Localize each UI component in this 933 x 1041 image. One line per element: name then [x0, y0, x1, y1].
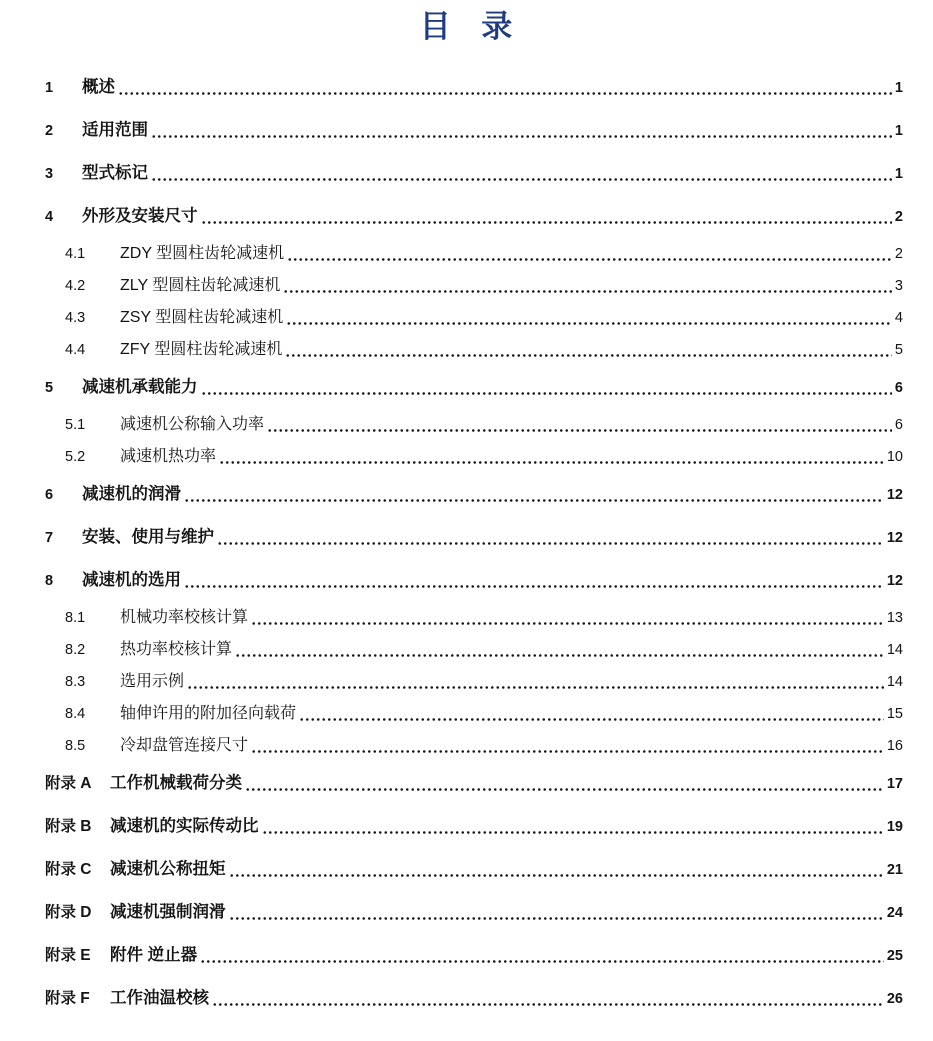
- toc-entry[interactable]: [45, 339, 903, 361]
- toc-entry-title: 机械功率校核计算: [120, 609, 249, 626]
- toc-entry-page: 26: [886, 991, 903, 1007]
- toc-entry-number: 2: [45, 123, 54, 139]
- toc-entry-number: 3: [45, 166, 54, 182]
- toc-entry[interactable]: [45, 987, 903, 1010]
- toc-entry-number: 8.4: [65, 706, 86, 722]
- toc-entry-number: 4: [45, 209, 54, 225]
- toc-page: [0, 8, 933, 1020]
- toc-entry-title: ZLY 型圆柱齿轮减速机: [120, 277, 281, 294]
- dot-leader: [200, 959, 884, 964]
- dot-leader: [245, 787, 884, 792]
- toc-entry-number: 8.5: [65, 738, 86, 754]
- toc-entry[interactable]: [45, 569, 903, 592]
- toc-entry[interactable]: [45, 76, 903, 99]
- dot-leader: [217, 541, 884, 546]
- toc-entry-number: 8.2: [65, 642, 86, 658]
- dot-leader: [286, 321, 892, 326]
- toc-entry-title: 轴伸许用的附加径向载荷: [120, 705, 297, 722]
- toc-entry-title: 减速机承载能力: [82, 378, 198, 396]
- toc-entry[interactable]: [45, 275, 903, 297]
- toc-entry-number: 7: [45, 530, 54, 546]
- toc-entry-number: 4.1: [65, 246, 86, 262]
- toc-entry-page: 4: [894, 310, 903, 326]
- toc-entry[interactable]: [45, 205, 903, 228]
- toc-entry-page: 21: [886, 862, 903, 878]
- toc-entry-title: 减速机公称扭矩: [110, 860, 226, 878]
- toc-entry-title: 减速机的实际传动比: [110, 817, 259, 835]
- toc-entry-title: ZDY 型圆柱齿轮减速机: [120, 245, 285, 262]
- toc-entry[interactable]: [45, 639, 903, 661]
- toc-entry-page: 12: [886, 530, 903, 546]
- toc-entry[interactable]: [45, 414, 903, 436]
- toc-entry[interactable]: [45, 901, 903, 924]
- dot-leader: [187, 685, 884, 690]
- toc-entry-number: 5: [45, 380, 54, 396]
- toc-entry-number: 附录 A: [45, 775, 92, 792]
- dot-leader: [251, 621, 884, 626]
- dot-leader: [201, 391, 892, 396]
- dot-leader: [229, 916, 884, 921]
- toc-entry-page: 1: [894, 123, 903, 139]
- toc-entry[interactable]: [45, 703, 903, 725]
- toc-entry-page: 2: [894, 209, 903, 225]
- dot-leader: [229, 873, 884, 878]
- toc-entry-page: 25: [886, 948, 903, 964]
- toc-entry-title: 减速机热功率: [120, 448, 217, 465]
- toc-entry-title: 工作油温校核: [110, 989, 209, 1007]
- toc-entry[interactable]: [45, 119, 903, 142]
- toc-entry-title: 外形及安装尺寸: [82, 207, 198, 225]
- toc-entry-page: 24: [886, 905, 903, 921]
- toc-entry-number: 8: [45, 573, 54, 589]
- toc-entry-number: 6: [45, 487, 54, 503]
- dot-leader: [299, 717, 884, 722]
- toc-entry-page: 1: [894, 166, 903, 182]
- toc-entry-title: 型式标记: [82, 164, 148, 182]
- toc-entry-title: 减速机强制润滑: [110, 903, 226, 921]
- toc-entry-title: 冷却盘管连接尺寸: [120, 737, 249, 754]
- toc-entry-number: 附录 B: [45, 818, 92, 835]
- toc-entry-title: 减速机的选用: [82, 571, 181, 589]
- toc-entry-title: 选用示例: [120, 673, 185, 690]
- toc-entry-page: 10: [886, 449, 903, 465]
- dot-leader: [285, 353, 892, 358]
- toc-entry-page: 13: [886, 610, 903, 626]
- toc-entry-title: 概述: [82, 78, 115, 96]
- toc-entry[interactable]: [45, 735, 903, 757]
- toc-entry-page: 3: [894, 278, 903, 294]
- toc-entry-number: 8.3: [65, 674, 86, 690]
- dot-leader: [251, 749, 884, 754]
- toc-entry[interactable]: [45, 671, 903, 693]
- toc-entry-page: 14: [886, 674, 903, 690]
- dot-leader: [262, 830, 884, 835]
- toc-entry-number: 1: [45, 80, 54, 96]
- toc-entry-title: 热功率校核计算: [120, 641, 233, 658]
- toc-entry[interactable]: [45, 483, 903, 506]
- toc-entry-title: 减速机公称输入功率: [120, 416, 265, 433]
- dot-leader: [212, 1002, 884, 1007]
- toc-entry-page: 1: [894, 80, 903, 96]
- toc-list: [0, 66, 933, 1020]
- toc-entry[interactable]: [45, 446, 903, 468]
- dot-leader: [235, 653, 884, 658]
- toc-entry-page: 6: [894, 417, 903, 433]
- toc-entry-number: 4.2: [65, 278, 86, 294]
- toc-entry[interactable]: [45, 815, 903, 838]
- dot-leader: [151, 177, 892, 182]
- dot-leader: [151, 134, 892, 139]
- toc-entry-number: 附录 C: [45, 861, 92, 878]
- toc-entry[interactable]: [45, 243, 903, 265]
- dot-leader: [184, 498, 884, 503]
- dot-leader: [201, 220, 892, 225]
- toc-entry-page: 14: [886, 642, 903, 658]
- toc-entry-title: 附件 逆止器: [110, 946, 198, 964]
- dot-leader: [287, 257, 892, 262]
- dot-leader: [118, 91, 892, 96]
- toc-entry[interactable]: [45, 526, 903, 549]
- toc-entry-page: 5: [894, 342, 903, 358]
- toc-entry[interactable]: [45, 944, 903, 967]
- toc-entry-page: 16: [886, 738, 903, 754]
- toc-entry[interactable]: [45, 772, 903, 795]
- dot-leader: [184, 584, 884, 589]
- toc-entry[interactable]: [45, 162, 903, 185]
- toc-entry-number: 4.4: [65, 342, 86, 358]
- dot-leader: [267, 428, 892, 433]
- toc-entry-page: 17: [886, 776, 903, 792]
- toc-entry-page: 19: [886, 819, 903, 835]
- toc-entry-page: 2: [894, 246, 903, 262]
- toc-entry-title: 安装、使用与维护: [82, 528, 214, 546]
- toc-entry-title: 减速机的润滑: [82, 485, 181, 503]
- toc-entry-title: 适用范围: [82, 121, 148, 139]
- toc-entry-title: ZSY 型圆柱齿轮减速机: [120, 309, 284, 326]
- dot-leader: [219, 460, 884, 465]
- toc-entry-number: 附录 F: [45, 990, 90, 1007]
- toc-entry-title: 工作机械载荷分类: [110, 774, 242, 792]
- toc-entry-number: 5.2: [65, 449, 86, 465]
- toc-entry[interactable]: [45, 607, 903, 629]
- toc-entry-number: 5.1: [65, 417, 86, 433]
- toc-entry-page: 12: [886, 573, 903, 589]
- toc-entry-page: 15: [886, 706, 903, 722]
- toc-entry-number: 附录 E: [45, 947, 91, 964]
- toc-entry-title: ZFY 型圆柱齿轮减速机: [120, 341, 283, 358]
- toc-entry-page: 12: [886, 487, 903, 503]
- dot-leader: [283, 289, 892, 294]
- toc-entry-page: 6: [894, 380, 903, 396]
- page-title: 目 录: [419, 9, 514, 44]
- toc-entry-number: 4.3: [65, 310, 86, 326]
- toc-entry-number: 附录 D: [45, 904, 92, 921]
- toc-entry[interactable]: [45, 376, 903, 399]
- toc-entry-number: 8.1: [65, 610, 86, 626]
- toc-entry[interactable]: [45, 858, 903, 881]
- toc-entry[interactable]: [45, 307, 903, 329]
